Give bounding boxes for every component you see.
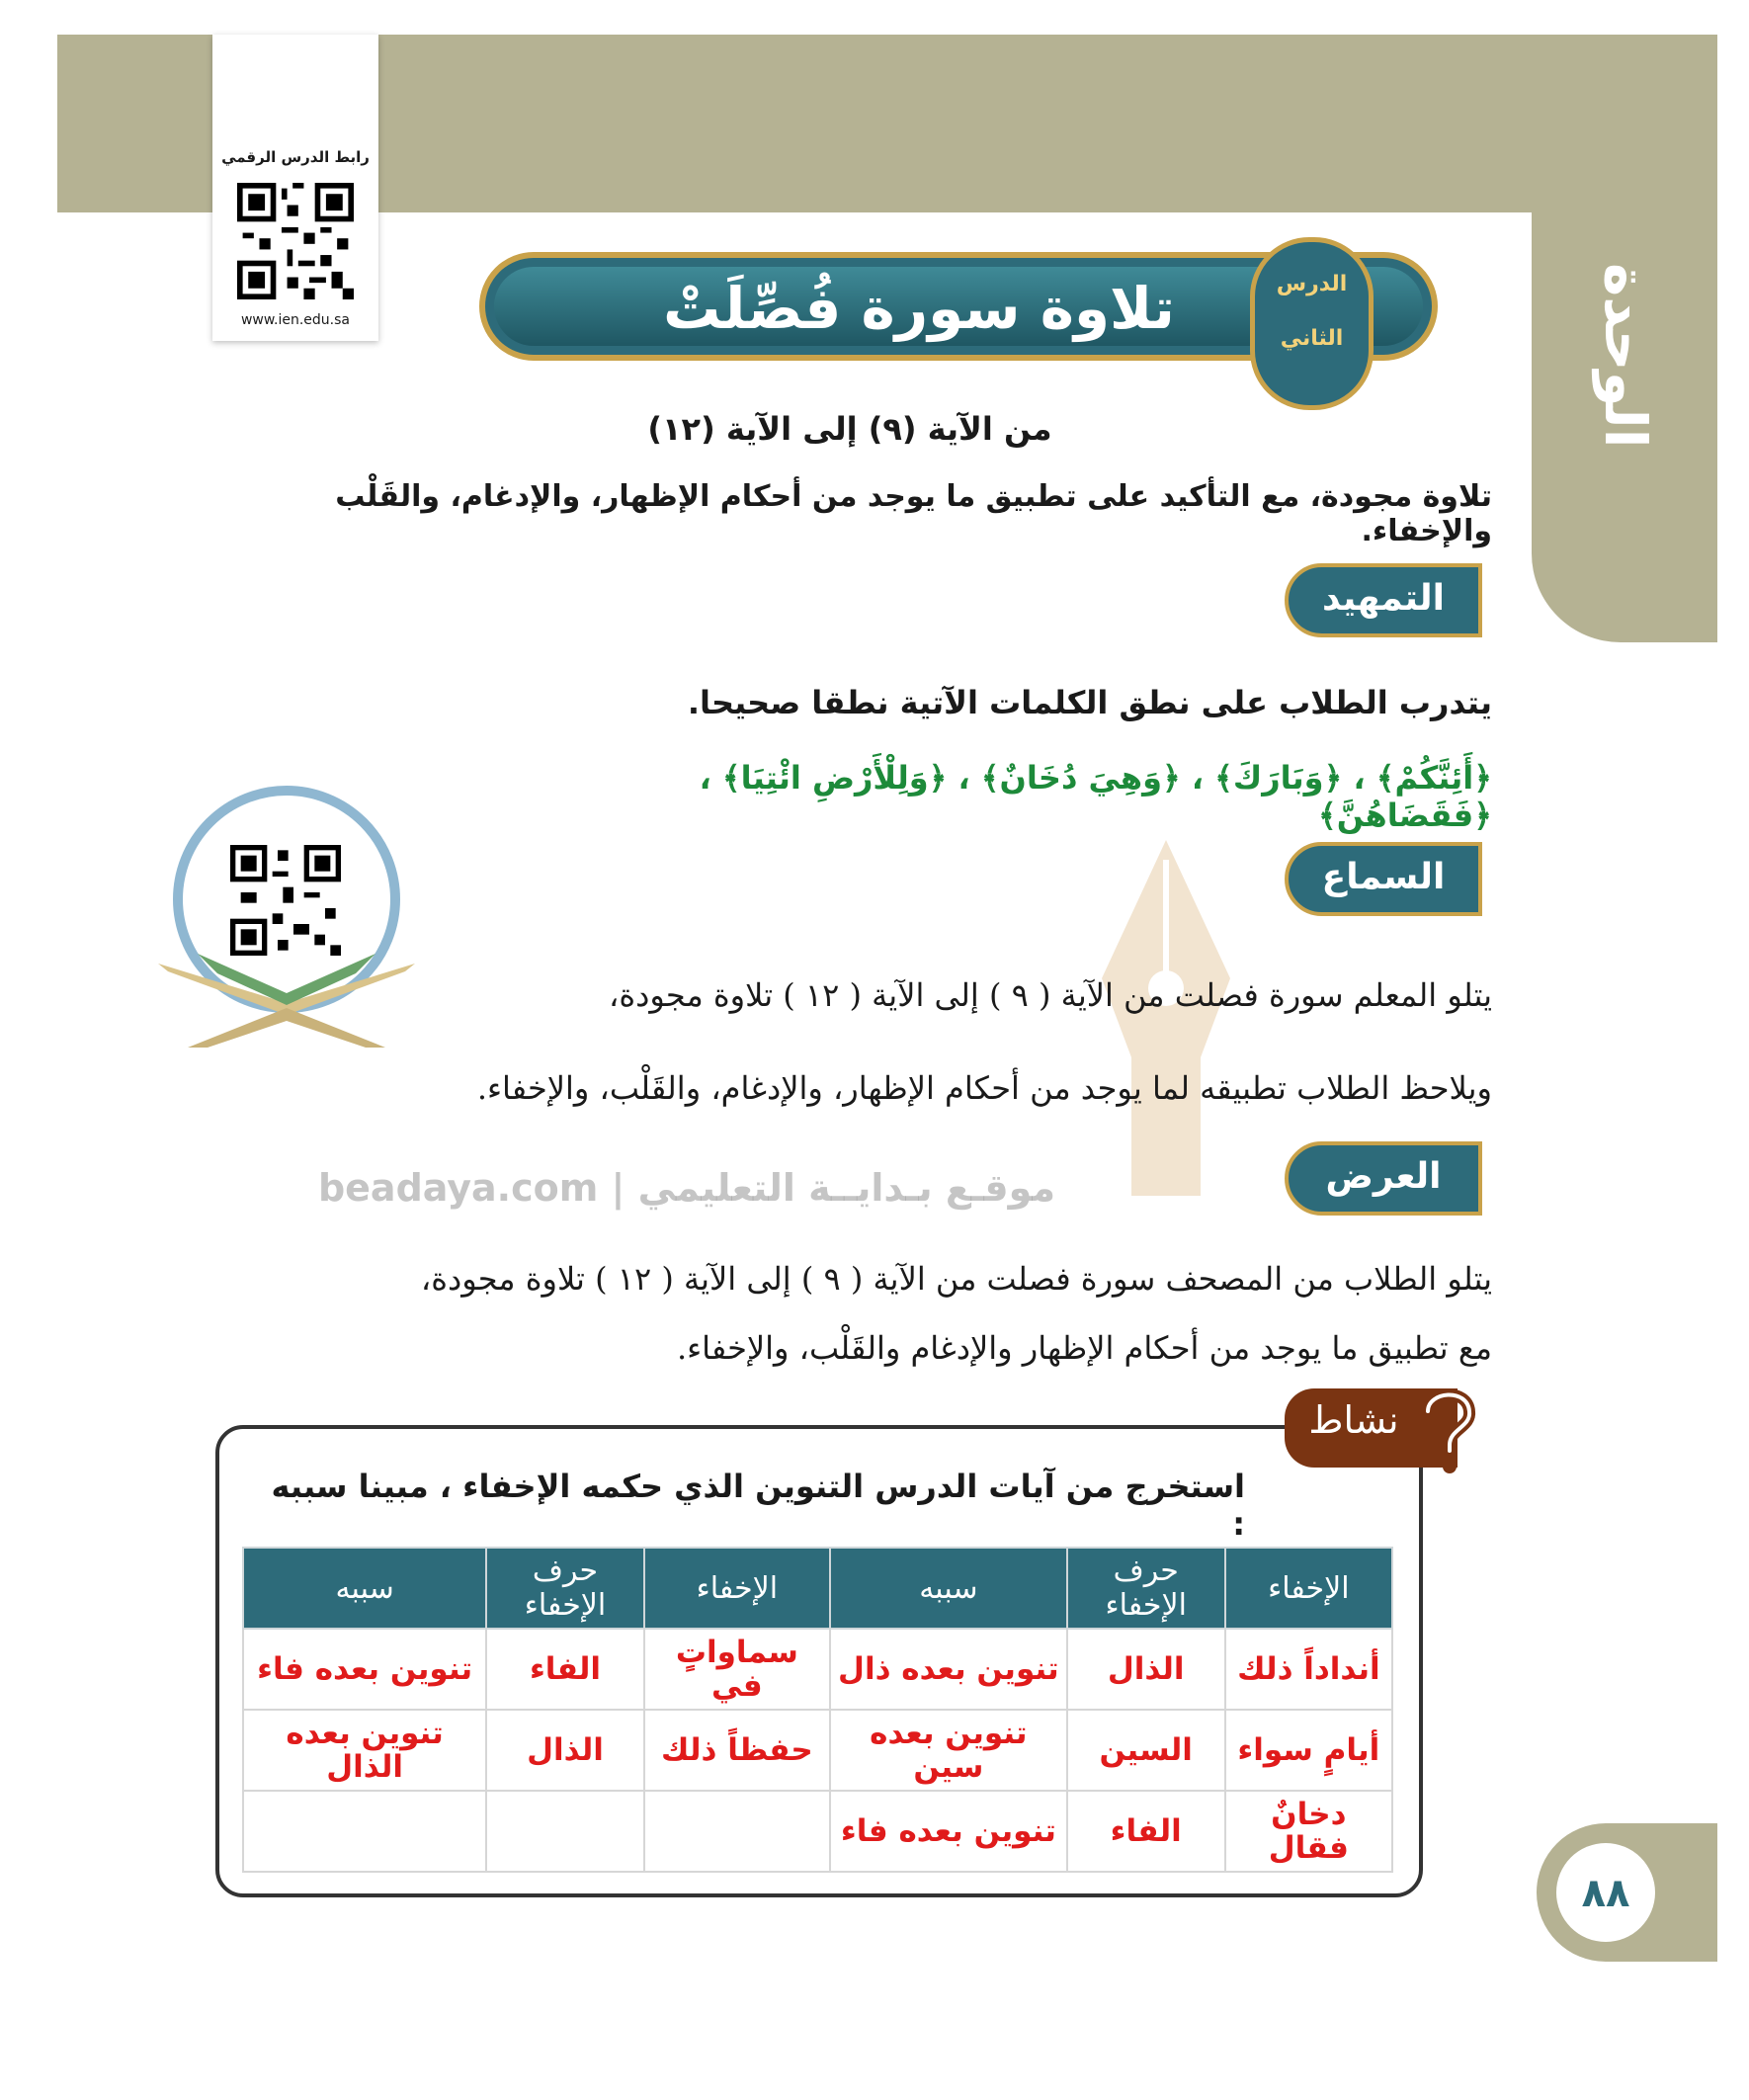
table-cell[interactable]: السين	[1067, 1710, 1225, 1791]
digital-lesson-url[interactable]: www.ien.edu.sa	[240, 312, 351, 328]
qr-code-icon[interactable]	[237, 183, 354, 299]
table-header: حرف الإخفاء	[486, 1548, 644, 1629]
lesson-title: تلاوة سورة فُصِّلَتْ	[663, 275, 1175, 342]
table-cell[interactable]: الفاء	[1067, 1791, 1225, 1872]
lesson-badge-number: الثاني	[1280, 326, 1344, 351]
presentation-text-line2: مع تطبيق ما يوجد من أحكام الإظهار والإدغام والقَلْب، والإخفاء.	[676, 1329, 1492, 1367]
table-cell[interactable]: تنوين بعده سين	[830, 1710, 1067, 1791]
unit-title: الوحدة الثانية	[1473, 263, 1659, 449]
table-cell[interactable]: الفاء	[486, 1629, 644, 1710]
table-cell[interactable]: تنوين بعده ذال	[830, 1629, 1067, 1710]
lesson-badge	[1250, 237, 1374, 410]
table-cell[interactable]: أيامٍ سواء	[1225, 1710, 1392, 1791]
pen-nib-watermark-icon	[1092, 840, 1240, 1196]
question-mark-icon	[1408, 1384, 1487, 1477]
activity-tag-label: نشاط	[1308, 1398, 1399, 1442]
table-header: الإخفاء	[644, 1548, 830, 1629]
intro-text: يتدرب الطلاب على نطق الكلمات الآتية نطقا صحيحا.	[687, 684, 1492, 721]
lesson-subtitle: من الآية (٩) إلى الآية (١٢)	[647, 410, 1052, 448]
answer-table	[242, 1547, 1393, 1873]
lesson-objective: تلاوة مجودة، مع التأكيد على تطبيق ما يوجد من أحكام الإظهار، والإدغام، والقَلْب والإخفاء.	[335, 479, 1492, 548]
listening-text-line2: ويلاحظ الطلاب تطبيقه لما يوجد من أحكام الإظهار، والإدغام، والقَلْب، والإخفاء.	[476, 1069, 1492, 1107]
table-header: الإخفاء	[1225, 1548, 1392, 1629]
qr-code-icon[interactable]	[230, 845, 341, 956]
section-title-listening: السماع	[1321, 857, 1446, 897]
activity-prompt: استخرج من آيات الدرس التنوين الذي حكمه الإخفاء ، مبينا سببه :	[271, 1468, 1245, 1543]
table-cell[interactable]	[243, 1791, 486, 1872]
table-cell[interactable]: سماواتٍ في	[644, 1629, 830, 1710]
presentation-text-line1: يتلو الطلاب من المصحف سورة فصلت من الآية ( ٩ ) إلى الآية ( ١٢ ) تلاوة مجودة،	[420, 1260, 1492, 1298]
table-row	[243, 1710, 1392, 1791]
section-title-presentation: العرض	[1325, 1156, 1442, 1197]
table-cell[interactable]: تنوين بعده فاء	[830, 1791, 1067, 1872]
watermark-site-line: موقـع بـدايــة التعليمي | beadaya.com	[317, 1166, 1056, 1210]
table-row	[243, 1629, 1392, 1710]
table-header: سببه	[243, 1548, 486, 1629]
lesson-badge-label: الدرس	[1276, 272, 1348, 296]
practice-words: ﴿أَئِنَّكُمْ﴾ ، ﴿وَبَارَكَ﴾ ، ﴿وَهِيَ دُخَانٌ﴾ ، ﴿وَلِلْأَرْضِ ائْتِيَا﴾ ، ﴿فَقَضَاهُنَّ﴾	[699, 759, 1492, 834]
table-cell[interactable]: الذال	[486, 1710, 644, 1791]
digital-lesson-label: رابط الدرس الرقمي	[221, 148, 370, 166]
table-cell[interactable]: تنوين بعده فاء	[243, 1629, 486, 1710]
table-cell[interactable]: الذال	[1067, 1629, 1225, 1710]
page-number: ٨٨	[1581, 1871, 1630, 1916]
table-cell[interactable]: تنوين بعده الذال	[243, 1710, 486, 1791]
table-cell[interactable]	[486, 1791, 644, 1872]
table-header: حرف الإخفاء	[1067, 1548, 1225, 1629]
table-row	[243, 1791, 1392, 1872]
table-cell[interactable]: أنداداً ذلك	[1225, 1629, 1392, 1710]
table-header: سببه	[830, 1548, 1067, 1629]
table-cell[interactable]: دخانٌ فقال	[1225, 1791, 1392, 1872]
section-title-intro: التمهيد	[1322, 578, 1445, 619]
table-header-row	[243, 1548, 1392, 1629]
table-cell[interactable]	[644, 1791, 830, 1872]
listening-text-line1: يتلو المعلم سورة فصلت من الآية ( ٩ ) إلى الآية ( ١٢ ) تلاوة مجودة،	[609, 976, 1492, 1014]
table-cell[interactable]: حفظاً ذلك	[644, 1710, 830, 1791]
